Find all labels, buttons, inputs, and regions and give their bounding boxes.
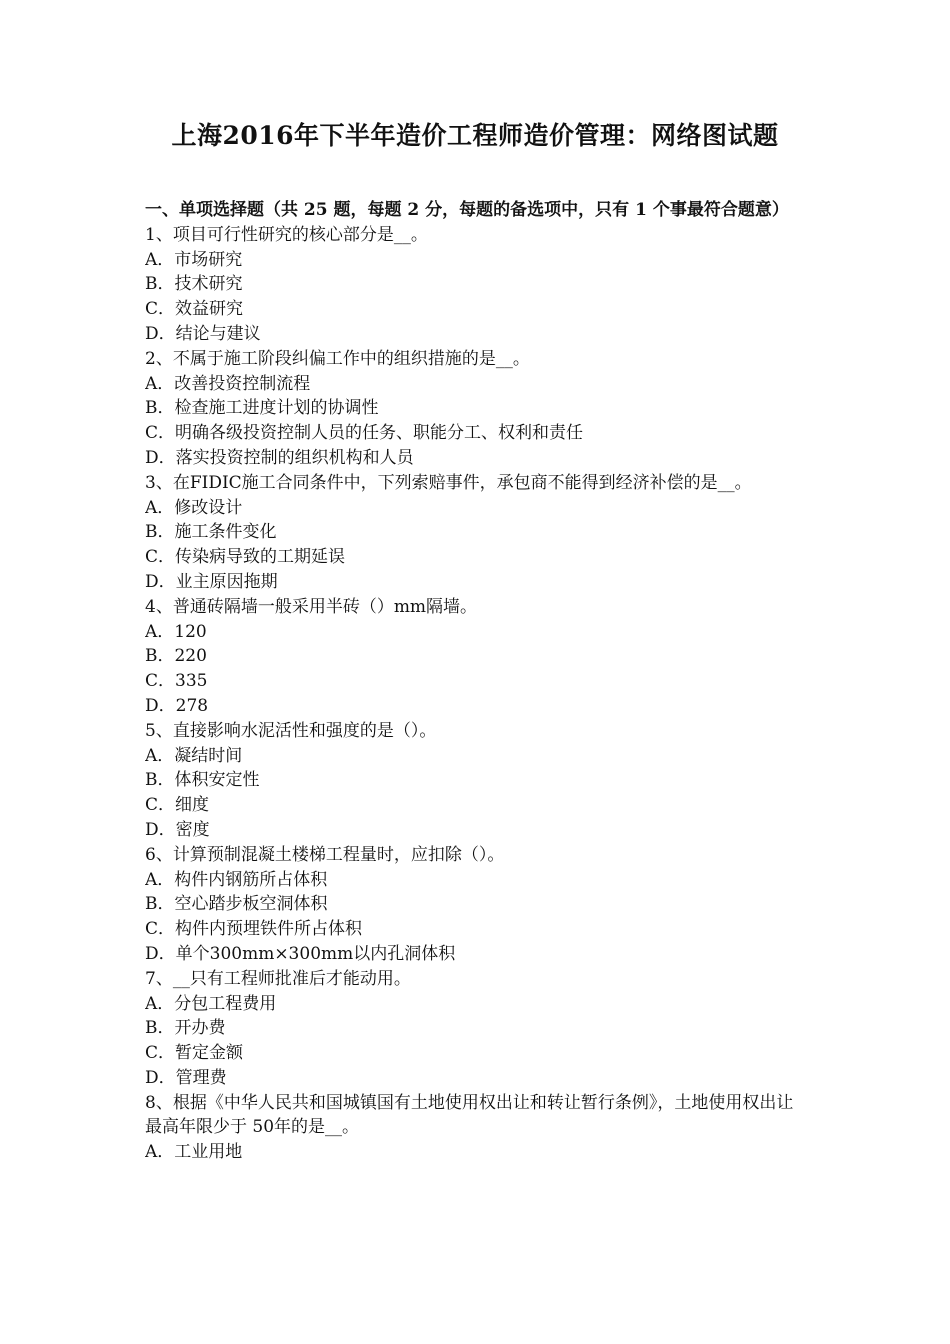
question-stem: 8、根据《中华人民共和国城镇国有土地使用权出让和转让暂行条例》，土地使用权出让最高年限少于 50年的是__。 <box>145 1092 794 1138</box>
answer-option: B．开办费 <box>145 1018 226 1039</box>
answer-option: A．市场研究 <box>145 249 243 270</box>
answer-option: B．检查施工进度计划的协调性 <box>145 398 379 419</box>
answer-option: B．体积安定性 <box>145 770 260 791</box>
answer-option: C．效益研究 <box>145 299 244 320</box>
question-item <box>145 1091 810 1165</box>
question-item <box>145 719 810 843</box>
answer-option: C．细度 <box>145 795 210 816</box>
answer-option: C．暂定金额 <box>145 1043 244 1064</box>
answer-option: C．构件内预埋铁件所占体积 <box>145 919 363 940</box>
question-stem: 5、直接影响水泥活性和强度的是（）。 <box>145 720 437 741</box>
document-title: 上海2016年下半年造价工程师造价管理：网络图试题 <box>171 121 779 150</box>
question-item <box>145 347 810 471</box>
answer-option: A．凝结时间 <box>145 745 243 766</box>
answer-option: D．密度 <box>145 819 210 840</box>
question-stem: 3、在FIDIC施工合同条件中，下列索赔事件，承包商不能得到经济补偿的是__。 <box>145 472 752 493</box>
answer-option: D．管理费 <box>145 1067 227 1088</box>
question-item <box>145 595 810 719</box>
answer-option: B．技术研究 <box>145 274 243 295</box>
answer-option: A．构件内钢筋所占体积 <box>145 869 328 890</box>
question-item <box>145 843 810 967</box>
answer-option: C．335 <box>145 671 208 692</box>
answer-option: D．落实投资控制的组织机构和人员 <box>145 447 414 468</box>
question-item <box>145 471 810 595</box>
answer-option: C．明确各级投资控制人员的任务、职能分工、权利和责任 <box>145 423 584 444</box>
answer-option: B．施工条件变化 <box>145 522 277 543</box>
answer-option: D．业主原因拖期 <box>145 571 278 592</box>
answer-option: B．空心踏步板空洞体积 <box>145 894 328 915</box>
answer-option: A．分包工程费用 <box>145 993 277 1014</box>
question-item <box>145 223 810 347</box>
document-body <box>145 198 810 1165</box>
answer-option: D．278 <box>145 695 209 716</box>
answer-option: C．传染病导致的工期延误 <box>145 547 346 568</box>
answer-option: A．改善投资控制流程 <box>145 373 311 394</box>
question-stem: 1、项目可行性研究的核心部分是__。 <box>145 224 428 245</box>
answer-option: A．工业用地 <box>145 1142 243 1163</box>
answer-option: B．220 <box>145 646 207 667</box>
question-stem: 7、__只有工程师批准后才能动用。 <box>145 968 411 989</box>
answer-option: A．120 <box>145 621 207 642</box>
answer-option: A．修改设计 <box>145 497 243 518</box>
question-stem: 4、普通砖隔墙一般采用半砖（）mm隔墙。 <box>145 596 478 617</box>
section-heading: 一、单项选择题（共 25 题，每题 2 分，每题的备选项中，只有 1 个事最符合题意） <box>145 200 789 220</box>
question-item <box>145 967 810 1091</box>
question-list <box>145 223 810 1165</box>
answer-option: D．结论与建议 <box>145 323 261 344</box>
answer-option: D．单个300mm×300mm以内孔洞体积 <box>145 943 456 964</box>
question-stem: 2、不属于施工阶段纠偏工作中的组织措施的是__。 <box>145 348 530 369</box>
question-stem: 6、计算预制混凝土楼梯工程量时，应扣除（）。 <box>145 844 505 865</box>
